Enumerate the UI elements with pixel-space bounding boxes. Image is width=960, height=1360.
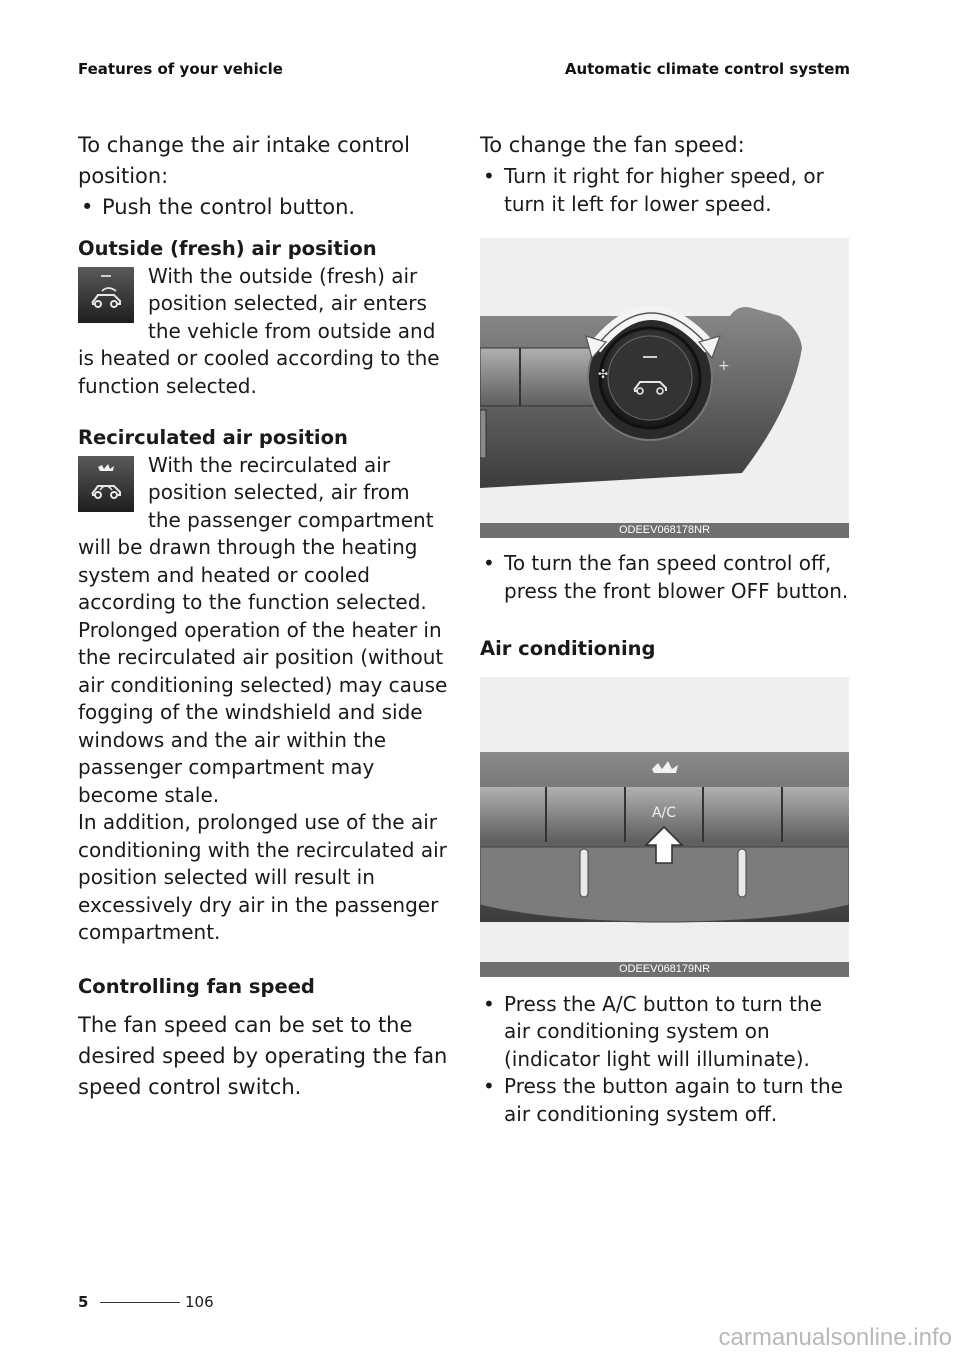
footer-page-number: 106 bbox=[185, 1293, 214, 1311]
fig2-caption: ODEEV068179NR bbox=[480, 962, 849, 977]
intake-intro: To change the air intake control position: bbox=[78, 133, 410, 188]
recirc-air-text: With the recirculated air position selected, air from the passenger compartment will be drawn through the heating system and heated or cooled according to the function selected. bbox=[78, 452, 434, 614]
fan-knob-figure bbox=[480, 238, 849, 538]
fan-intro: To change the fan speed: bbox=[480, 133, 745, 157]
left-column bbox=[78, 130, 448, 1103]
svg-text:+: + bbox=[718, 358, 730, 374]
recirc-air-heading: Recirculated air position bbox=[78, 426, 348, 449]
svg-text:✣: ✣ bbox=[598, 367, 609, 381]
ac-bullet-off: • Press the button again to turn the air conditioning system off. bbox=[480, 1073, 852, 1128]
header-section: Features of your vehicle bbox=[78, 60, 283, 78]
ac-bullet-on: • Press the A/C button to turn the air conditioning system on (indicator light will illuminate). bbox=[480, 991, 852, 1074]
watermark: carmanualsonline.info bbox=[718, 1324, 952, 1351]
right-column bbox=[480, 130, 852, 1128]
ac-button-illustration bbox=[480, 677, 849, 962]
fan-off-bullet: • To turn the fan speed control off, press the front blower OFF button. bbox=[480, 550, 852, 605]
ac-button-figure bbox=[480, 677, 849, 977]
outside-air-button-icon bbox=[78, 267, 134, 323]
outside-air-heading: Outside (fresh) air position bbox=[78, 237, 377, 260]
recirc-air-para2: Prolonged operation of the heater in the recirculated air position (without air conditioning selected) may cause fogging of the windshield and side windows and the air within the passenger compartment may become stale. bbox=[78, 617, 448, 807]
fig1-caption: ODEEV068178NR bbox=[480, 523, 849, 538]
footer-divider bbox=[100, 1302, 180, 1303]
ac-heading: Air conditioning bbox=[480, 637, 656, 660]
footer-chapter-number: 5 bbox=[78, 1293, 89, 1311]
header-chapter: Automatic climate control system bbox=[564, 60, 850, 78]
fan-knob-illustration bbox=[480, 238, 849, 523]
recirc-air-para3: In addition, prolonged use of the air conditioning with the recirculated air position selected will result in excessively dry air in the passenger compartment. bbox=[78, 810, 447, 944]
fan-bullet: • Turn it right for higher speed, or turn it left for lower speed. bbox=[480, 163, 852, 218]
recirc-air-button-icon bbox=[78, 456, 134, 512]
outside-air-text: With the outside (fresh) air position selected, air enters the vehicle from outside and is heated or cooled according to the function selected. bbox=[78, 263, 440, 398]
fan-speed-heading: Controlling fan speed bbox=[78, 974, 315, 998]
intake-bullet: • Push the control button. bbox=[78, 192, 448, 223]
fan-speed-text: The fan speed can be set to the desired speed by operating the fan speed control switch. bbox=[78, 1013, 448, 1099]
ac-button-label: A/C bbox=[651, 804, 677, 821]
